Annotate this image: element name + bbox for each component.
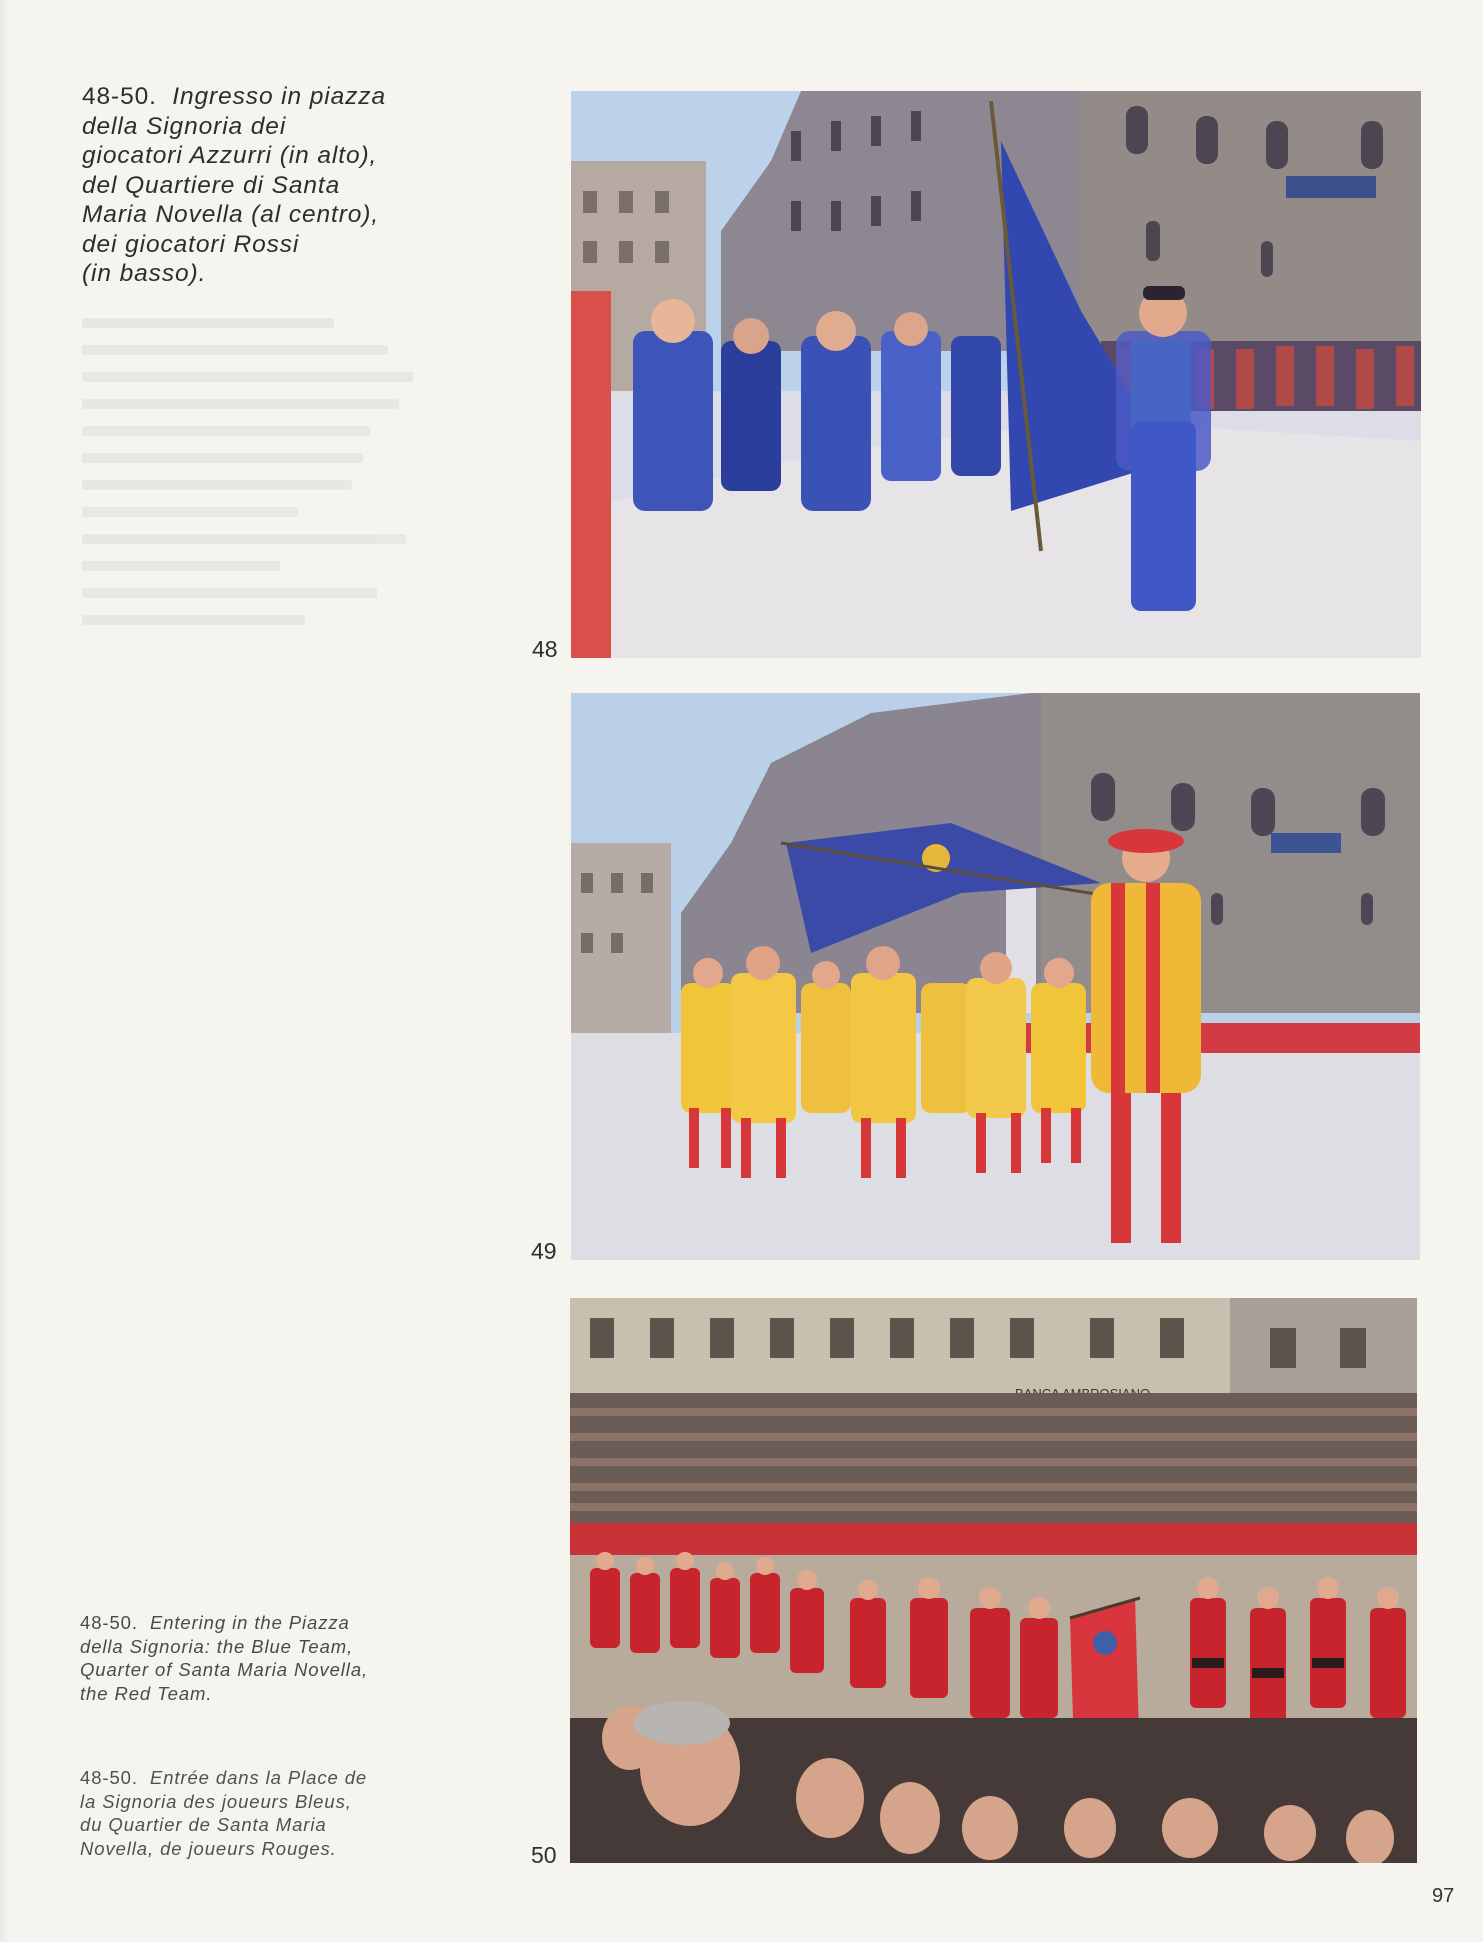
caption-french xyxy=(80,1766,452,1860)
caption-english-text: Entering in the Piazza xyxy=(149,1612,350,1633)
show-through-text xyxy=(82,318,442,642)
caption-french-line-2: la Signoria des joueurs Bleus, xyxy=(80,1790,352,1812)
caption-french-line-1 xyxy=(80,1766,452,1790)
photo-48-illustration xyxy=(571,91,1421,658)
caption-italian-text: Ingresso in piazza xyxy=(172,83,386,110)
caption-french-line-4: Novella, de joueurs Rouges. xyxy=(80,1837,337,1859)
caption-english-number: 48-50. xyxy=(80,1612,138,1633)
figure-number-50: 50 xyxy=(531,1842,557,1868)
photo-49-illustration xyxy=(571,693,1420,1260)
page-number: 97 xyxy=(1432,1885,1455,1907)
caption-italian-line-3: giocatori Azzurri (in alto), xyxy=(82,142,378,169)
caption-italian-line-1 xyxy=(82,82,454,112)
caption-english-line-4: the Red Team. xyxy=(80,1682,213,1704)
caption-italian xyxy=(82,82,454,289)
caption-italian-line-6: dei giocatori Rossi xyxy=(82,230,300,258)
caption-english xyxy=(80,1611,452,1705)
photo-santa-maria-novella-procession xyxy=(571,693,1420,1260)
caption-italian-line-4: del Quartiere di Santa xyxy=(82,171,341,199)
photo-50-illustration xyxy=(570,1298,1417,1863)
figure-number-49: 49 xyxy=(531,1238,557,1264)
caption-french-line-3: du Quartier de Santa Maria xyxy=(80,1814,327,1835)
caption-french-number: 48-50. xyxy=(80,1767,138,1788)
photo-blue-team-procession xyxy=(571,91,1421,658)
caption-french-text: Entrée dans la Place de xyxy=(149,1767,368,1788)
caption-english-line-1 xyxy=(80,1611,452,1635)
figure-number-48: 48 xyxy=(532,636,558,662)
caption-italian-line-7: (in basso). xyxy=(82,260,207,287)
caption-italian-line-5: Maria Novella (al centro), xyxy=(82,201,380,228)
caption-english-line-3: Quarter of Santa Maria Novella, xyxy=(80,1659,369,1680)
caption-italian-number: 48-50. xyxy=(82,83,157,110)
caption-english-line-2: della Signoria: the Blue Team, xyxy=(80,1635,354,1657)
photo-red-team-in-arena xyxy=(570,1298,1417,1863)
caption-italian-line-2: della Signoria dei xyxy=(82,112,287,140)
